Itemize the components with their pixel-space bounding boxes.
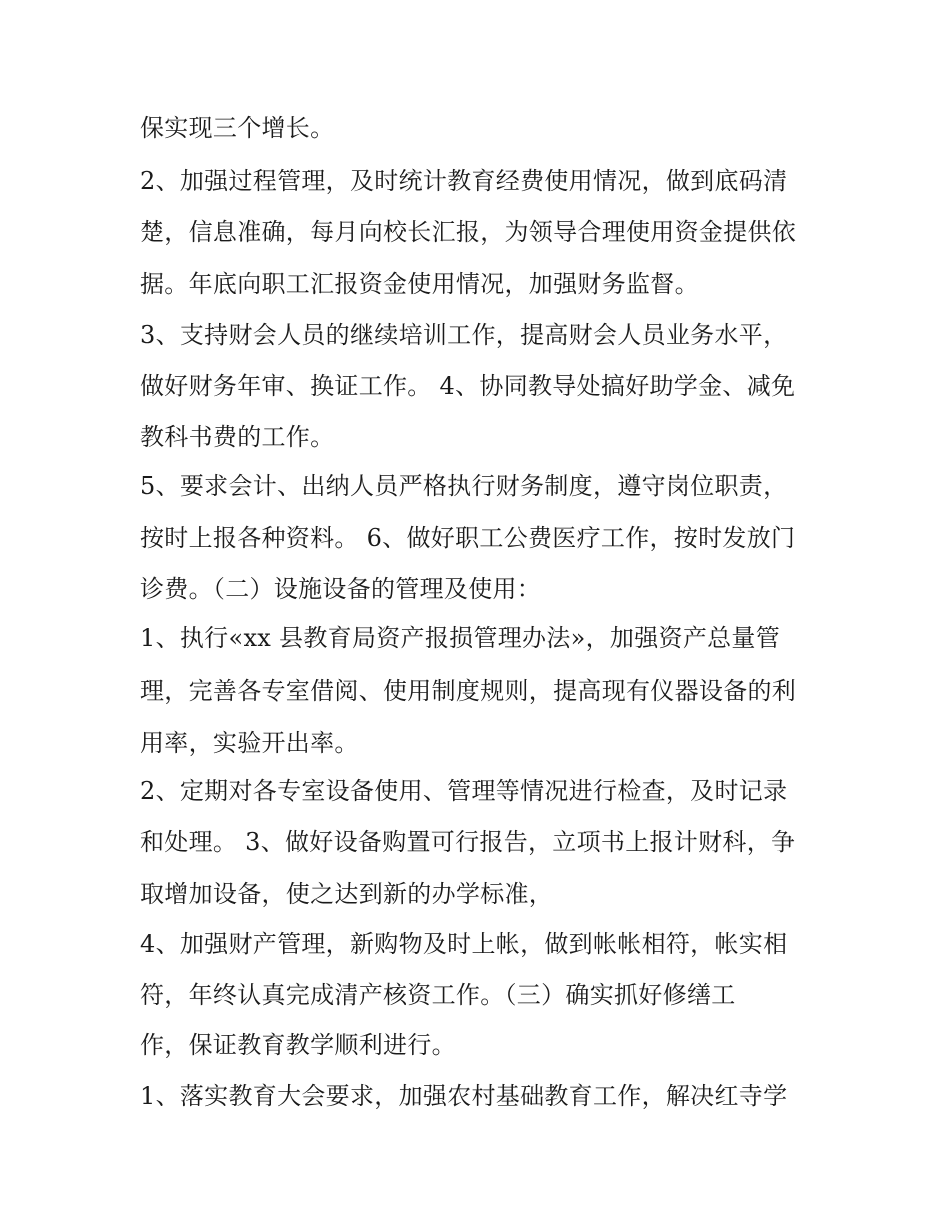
paragraph-line: 用率，实验开出率。 <box>140 729 359 757</box>
paragraph-line: 3、支持财会人员的继续培训工作，提高财会人员业务水平， <box>140 321 788 349</box>
paragraph-line: 和处理。 3、做好设备购置可行报告，立项书上报计财科，争 <box>140 828 796 856</box>
paragraph-line: 2、定期对各专室设备使用、管理等情况进行检查，及时记录 <box>140 777 788 805</box>
paragraph-line: 2、加强过程管理，及时统计教育经费使用情况，做到底码清 <box>140 167 788 195</box>
paragraph-line: 符，年终认真完成清产核资工作。（三）确实抓好修缮工 <box>140 981 736 1009</box>
paragraph-line: 取增加设备，使之达到新的办学标准， <box>140 880 554 908</box>
paragraph-line: 理，完善各专室借阅、使用制度规则，提高现有仪器设备的利 <box>140 677 797 705</box>
paragraph-line: 作，保证教育教学顺利进行。 <box>140 1031 456 1059</box>
paragraph-line: 按时上报各种资料。 6、做好职工公费医疗工作，按时发放门 <box>140 524 796 552</box>
paragraph-line: 1、执行«xx 县教育局资产报损管理办法»，加强资产总量管 <box>140 624 781 652</box>
paragraph-line: 1、落实教育大会要求，加强农村基础教育工作，解决红寺学 <box>140 1082 788 1110</box>
paragraph-line: 做好财务年审、换证工作。 4、协同教导处搞好助学金、减免 <box>140 372 796 400</box>
paragraph-line: 据。年底向职工汇报资金使用情况，加强财务监督。 <box>140 270 699 298</box>
paragraph-line: 诊费。（二）设施设备的管理及使用： <box>140 575 542 603</box>
paragraph-line: 教科书费的工作。 <box>140 423 335 451</box>
paragraph-line: 5、要求会计、出纳人员严格执行财务制度，遵守岗位职责， <box>140 472 788 500</box>
paragraph-line: 楚，信息准确，每月向校长汇报，为领导合理使用资金提供依 <box>140 218 797 246</box>
paragraph-line: 保实现三个增长。 <box>140 114 335 142</box>
paragraph-line: 4、加强财产管理，新购物及时上帐，做到帐帐相符，帐实相 <box>140 930 788 958</box>
